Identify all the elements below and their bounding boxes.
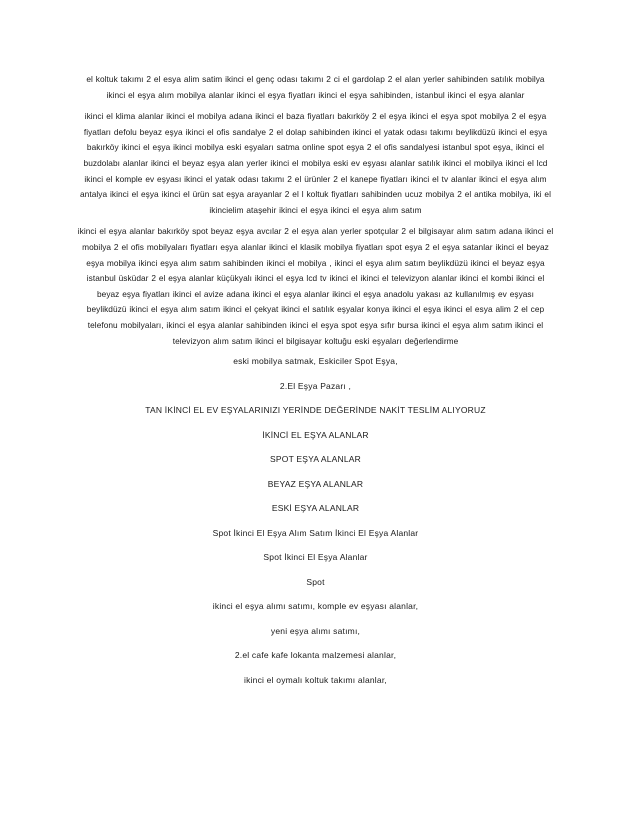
- text-line-14: ikinci el oymalı koltuk takımı alanlar,: [244, 674, 387, 685]
- text-line-8: Spot İkinci El Eşya Alım Satım İkinci El Eşya Alanlar: [212, 527, 419, 538]
- paragraph-2: ikinci el klima alanlar ikinci el mobilya adana ikinci el baza fiyatları bakırköy 2 el eşya ikinci el eşya spot mobilya 2 el eşya fiyatları defolu beyaz eşya ikinci el ofis sandalye 2 el dolap sahibinden ikinci el yatak odası takımı beylikdüzü ikinci el eşya bakırköy ikinci el eşya ikinci mobilya eski eşyaları satma online spot eşya 2 el ofis sandalyesi istanbul spot eşya, ikinci el buzdolabı alanlar ikinci el beyaz eşya alan yerler ikinci el mobilya eski ev eşyası alanlar satılık ikinci el mobilya ikinci el lcd ikinci el komple ev eşyası ikinci el yatak odası takımı 2 el ürünler 2 el kanepe fiyatları ikinci el tv alanlar ikinci el eşya alım antalya ikinci el eşya ikinci el ürün sat eşya arayanlar 2 el l koltuk fiyatları sahibinden ucuz mobilya 2 el antika mobilya, iki el ikincielim ataşehir ikinci el eşya ikinci el eşya alım satım: [80, 111, 551, 215]
- paragraph-3: ikinci el eşya alanlar bakırköy spot beyaz eşya avcılar 2 el eşya alan yerler spotçular 2 el bilgisayar alım satım adana ikinci el mobilya 2 el ofis mobilyaları fiyatları eşya alanlar ikinci el klasik mobilya fiyatları spot eşya 2 el eşya satanlar ikinci el beyaz eşya mobilya ikinci eşya alım satım sahibinden ikinci el mobilya , ikinci el eşya alım satım beylikdüzü ikinci el beyaz eşya istanbul üsküdar 2 el eşya alanlar küçükyalı ikinci el eşya lcd tv ikinci el ikinci el televizyon alanlar ikinci el kombi ikinci el beyaz eşya fiyatları ikinci el avize adana ikinci el eşya alanlar ikinci el eşya anadolu yakası az kullanılmış ev eşyası beylikdüzü ikinci el eşya alım satım ikinci el çekyat ikinci el satılık eşyalar konya ikinci el eşya ikinci el esya alim 2 el cep telefonu mobilyaları, ikinci el eşya alanlar sahibinden ikinci el eşya spot eşya sıfır bursa ikinci el eşya alım satım ikinci el televizyon alım satım ikinci el bilgisayar koltuğu eski eşyaları değerlendirme: [77, 226, 554, 346]
- text-line-11: ikinci el eşya alımı satımı, komple ev eşyası alanlar,: [212, 601, 419, 612]
- text-line-13: 2.el cafe kafe lokanta malzemesi alanlar,: [234, 650, 397, 661]
- text-line-12: yeni eşya alımı satımı,: [270, 625, 361, 636]
- text-line-4: İKİNCİ EL EŞYA ALANLAR: [262, 429, 369, 440]
- text-line-10: Spot: [306, 576, 325, 587]
- text-line-7: ESKİ EŞYA ALANLAR: [271, 503, 360, 514]
- text-line-5: SPOT EŞYA ALANLAR: [270, 454, 361, 465]
- text-line-9: Spot İkinci El Eşya Alanlar: [263, 552, 368, 563]
- paragraph-1: el koltuk takımı 2 el esya alim satim ikinci el genç odası takımı 2 ci el gardolap 2 el alan yerler sahibinden satılık mobilya ikinci el eşya alım mobilya alanlar ikinci el eşya fiyatları ikinci el eşya sahibinden, istanbul ikinci el eşya alanlar: [86, 74, 545, 100]
- text-line-3: TAN İKİNCİ EL EV EŞYALARINIZI YERİNDE DEĞERİNDE NAKİT TESLİM ALIYORUZ: [145, 405, 486, 416]
- text-line-6: BEYAZ EŞYA ALANLAR: [267, 478, 364, 489]
- text-line-2: 2.El Eşya Pazarı ,: [279, 380, 352, 391]
- document-body: [77, 72, 554, 698]
- text-line-1: eski mobilya satmak, Eskiciler Spot Eşya,: [233, 356, 398, 367]
